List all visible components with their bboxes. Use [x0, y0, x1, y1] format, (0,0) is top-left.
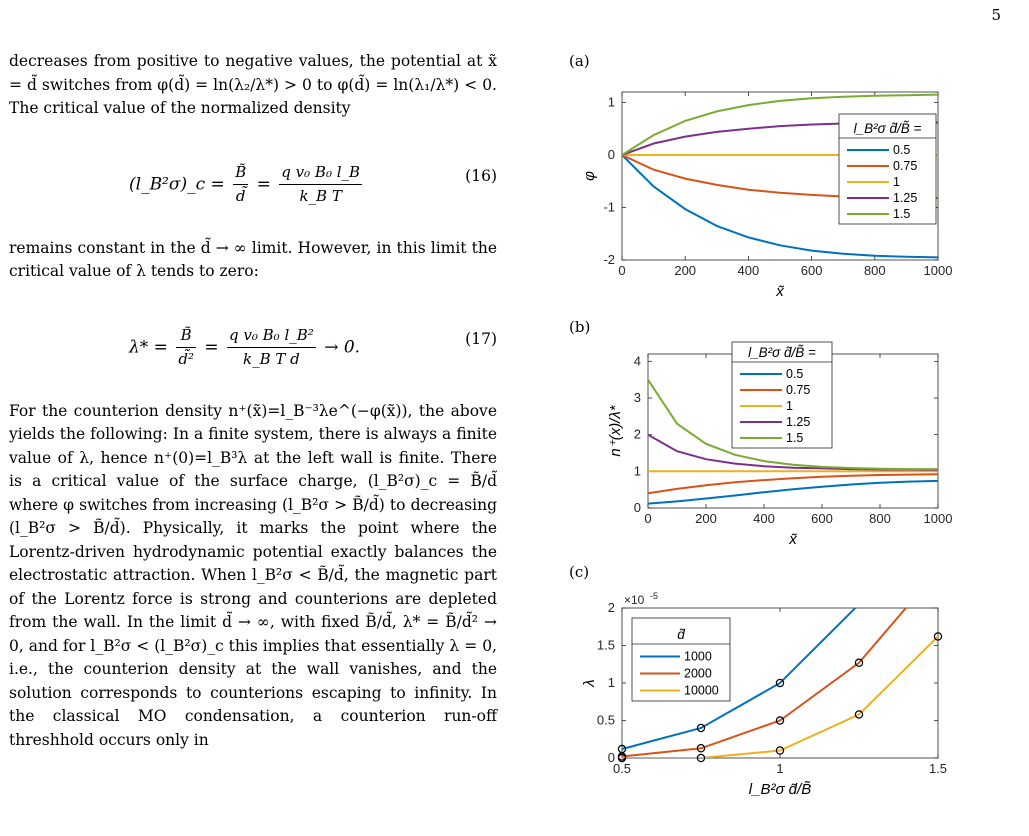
axis-scale-label: ×10: [624, 593, 645, 607]
x-tick-label: 1: [776, 761, 784, 776]
x-tick-label: 200: [695, 511, 717, 526]
x-tick-label: 400: [753, 511, 775, 526]
x-tick-label: 600: [811, 511, 833, 526]
x-axis-label: x̃: [776, 283, 784, 300]
x-tick-label: 0: [618, 263, 626, 278]
y-tick-label: 3: [633, 390, 641, 405]
eq17-lhs: λ* =: [129, 337, 168, 357]
y-axis-label: φ: [581, 171, 598, 181]
y-tick-label: 1.5: [596, 637, 615, 653]
y-tick-label: 2: [607, 600, 615, 615]
legend-label-0.5: 0.5: [786, 367, 804, 381]
page-number: 5: [991, 6, 1001, 24]
x-tick-label: 800: [869, 511, 891, 526]
axis-scale-exponent: -5: [650, 591, 659, 601]
y-tick-label: 1: [607, 94, 615, 110]
eq16-frac2-num: q v₀ B₀ l_B: [279, 161, 362, 186]
legend-label-10000: 10000: [684, 683, 719, 698]
x-axis-label: l_B²σ d̃/B̃: [748, 781, 812, 798]
y-axis-label: n⁺(x)/λ*: [607, 405, 624, 457]
eq17-frac1-den: d̃²: [178, 350, 194, 368]
legend-title: l_B²σ d̃/B̃ =: [748, 345, 816, 360]
eq16-number: (16): [465, 166, 497, 185]
legend-label-1: 1: [786, 399, 793, 413]
y-axis-label: λ: [581, 679, 598, 687]
paragraph-2: remains constant in the d̃ → ∞ limit. However, in this limit the critical value of λ tends to zero:: [9, 238, 497, 280]
legend-title: d̃: [677, 627, 685, 642]
legend-label-2000: 2000: [684, 666, 712, 681]
paragraph-3: For the counterion density n⁺(x̃)=l_B⁻³λe^(−φ(x̃)), the above yields the following: In a finite system, there is always a finite value of λ, hence n⁺(0)=l_B³λ at the left wall is finite. There is a critical value of the surface charge, (l_B²σ)_c = B̃/d̃ where φ switches from increasing (l_B²σ > B̃/d̃) to decreasing (l_B²σ > B̃/d̃). Physically, it marks the point where the Lorentz-driven hydrodynamic potential exactly balances the electrostatic attraction. When l_B²σ < B̃/d̃, the magnetic part of the Lorentz force is strong and counterions are depleted from the wall. In the limit d̃ → ∞, with fixed B̃/d̃, λ* = B̃/d̃² → 0, and for l_B²σ < (l_B²σ)_c this implies that essentially λ = 0, i.e., the counterion density at the wall vanishes, and the solution corresponds to counterions escaping to infinity. In the classical MO condensation, a counterion run-off threshhold occurs only in: [9, 401, 497, 749]
panel-label-c: (c): [569, 563, 590, 581]
eq16-lhs: (l_B²σ)_c =: [129, 174, 225, 194]
legend-label-1.5: 1.5: [893, 207, 911, 221]
eq17-tail: → 0.: [324, 337, 361, 357]
x-axis-label: x̃: [789, 531, 797, 548]
x-tick-label: 0: [644, 511, 652, 526]
eq17-equals: =: [204, 337, 219, 357]
eq17-frac2-num: q v₀ B₀ l_B²: [227, 324, 316, 349]
paragraph-1: decreases from positive to negative values, the potential at x̃ = d̃ switches from φ(d̃) = ln(λ₂/λ*) > 0 to φ(d̃) = ln(λ₁/λ*) < 0. The critical value of the normalized density: [9, 52, 497, 117]
legend-label-1000: 1000: [684, 649, 712, 664]
legend-label-1: 1: [893, 175, 900, 189]
eq16-equals: =: [256, 174, 271, 194]
x-tick-label: 400: [737, 263, 760, 278]
x-tick-label: 800: [863, 263, 886, 278]
chart-a: [560, 80, 960, 320]
chart-b: [560, 338, 960, 568]
y-tick-label: 1: [633, 463, 641, 479]
panel-label-a: (a): [569, 52, 590, 70]
y-tick-label: -2: [603, 252, 615, 267]
y-tick-label: 0.5: [596, 712, 615, 728]
text-column: [9, 50, 497, 752]
panel-label-b: (b): [569, 318, 591, 336]
eq16-frac2-den: k_B T: [299, 187, 342, 205]
y-tick-label: 0: [633, 500, 641, 515]
y-tick-label: 0: [607, 750, 615, 765]
legend-title: l_B²σ d̃/B̃ =: [853, 121, 922, 136]
x-tick-label: 600: [800, 263, 823, 278]
eq16-frac1-den: d̃: [235, 187, 246, 205]
legend-label-1.5: 1.5: [786, 431, 804, 445]
eq16-frac1-num: B̃: [233, 161, 248, 186]
y-tick-label: 0: [607, 147, 615, 162]
eq17-frac2-den: k_B T d: [243, 350, 300, 368]
legend-label-0.75: 0.75: [786, 383, 811, 397]
legend-label-1.25: 1.25: [893, 191, 918, 205]
eq17-frac1-num: B̃: [176, 324, 196, 349]
eq17-number: (17): [465, 329, 497, 348]
x-tick-label: 200: [674, 263, 697, 278]
equation-16: [9, 151, 497, 211]
legend-label-0.75: 0.75: [893, 159, 918, 173]
y-tick-label: -1: [603, 199, 615, 215]
equation-17: [9, 314, 497, 374]
y-tick-label: 2: [633, 426, 641, 442]
x-tick-label: 0.5: [612, 761, 632, 776]
x-tick-label: 1000: [923, 511, 953, 526]
chart-c: [560, 586, 960, 816]
y-tick-label: 4: [633, 353, 641, 369]
legend-label-0.5: 0.5: [893, 143, 911, 157]
legend-label-1.25: 1.25: [786, 415, 811, 429]
y-tick-label: 1: [607, 675, 615, 690]
x-tick-label: 1.5: [928, 761, 948, 776]
x-tick-label: 1000: [923, 263, 953, 278]
